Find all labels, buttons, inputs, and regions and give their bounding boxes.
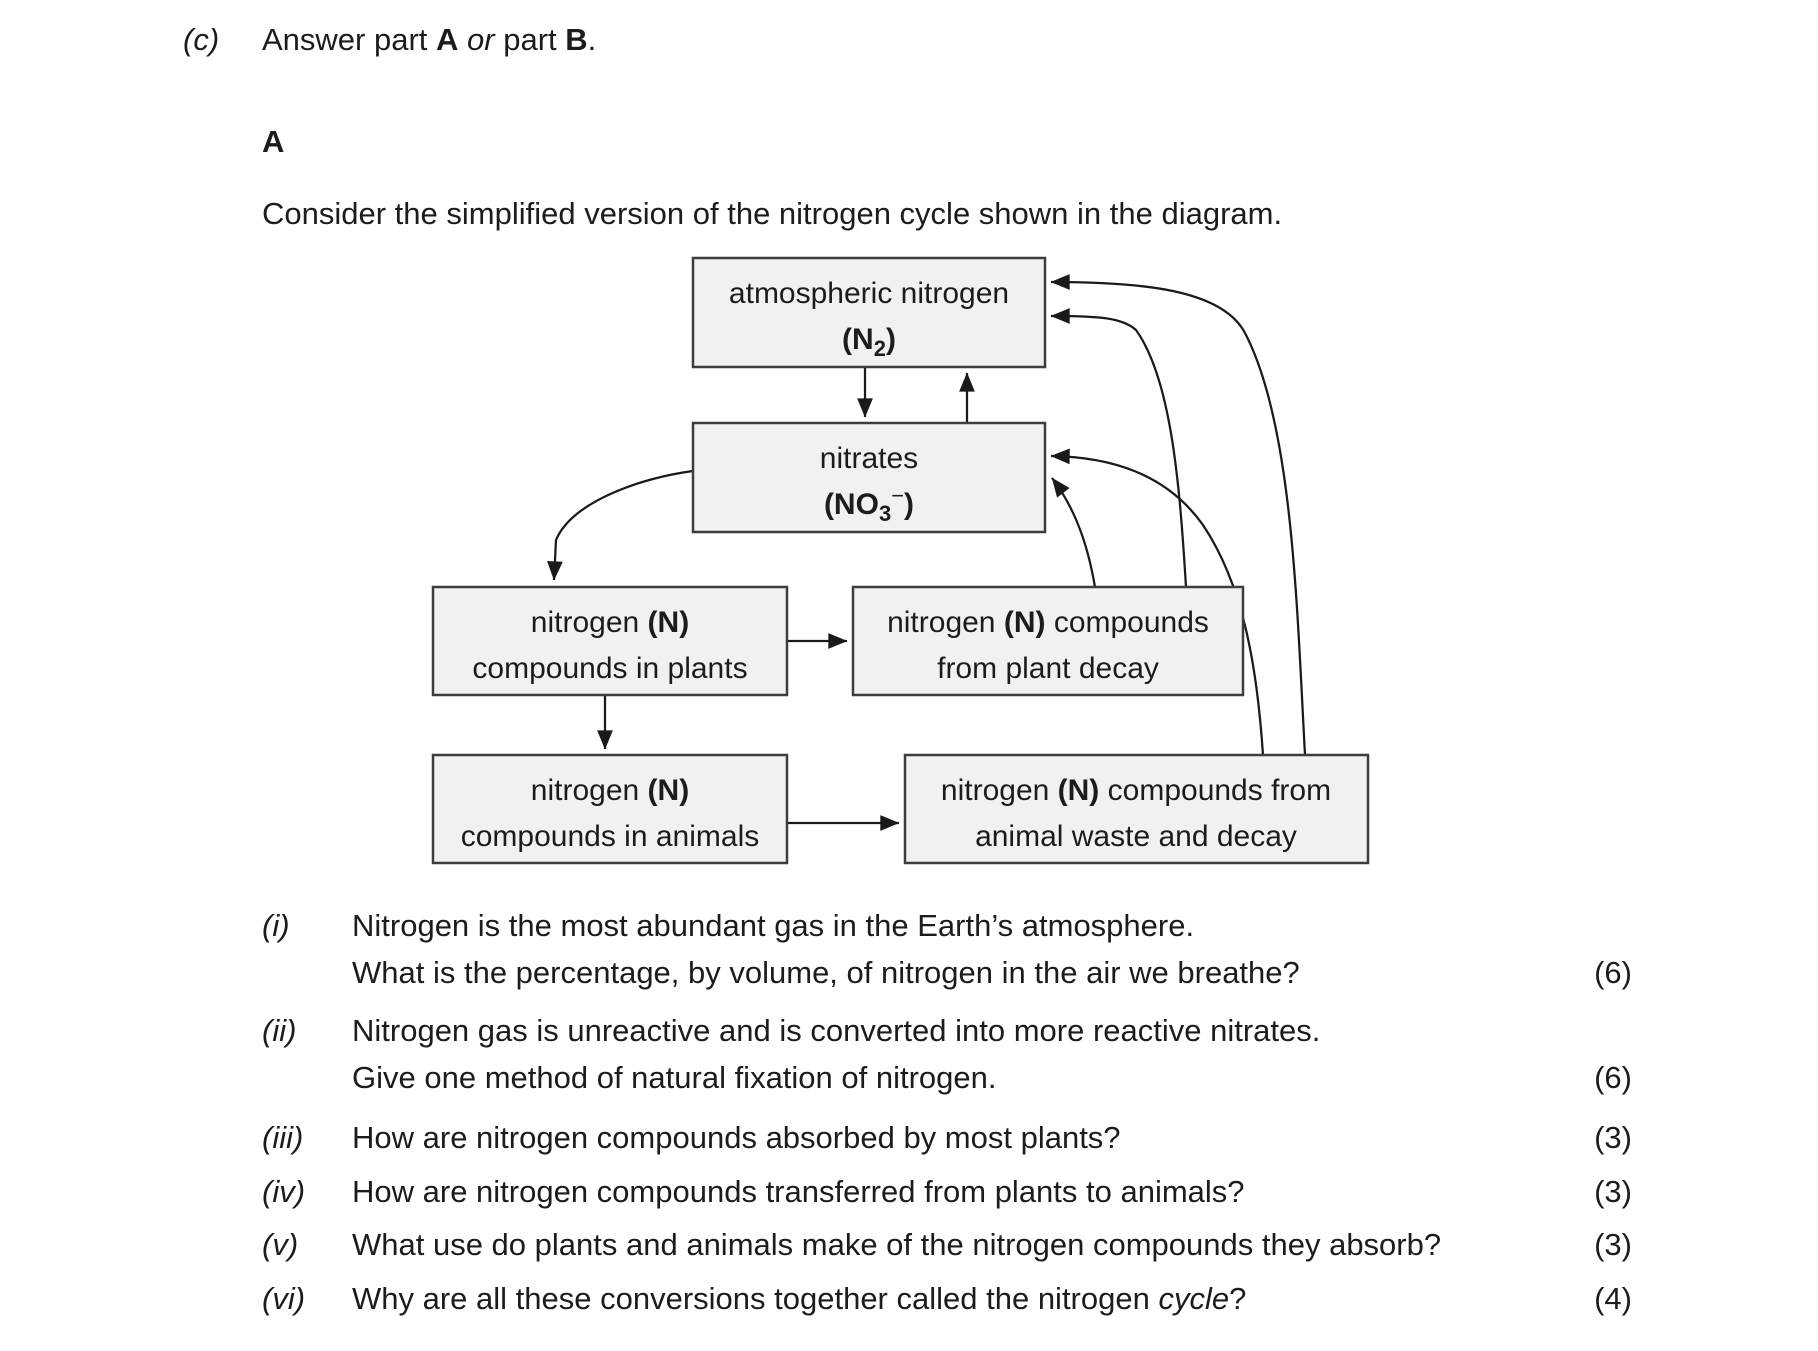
question-v-numeral: (v): [262, 1227, 299, 1262]
section-a-heading: A: [262, 124, 285, 159]
question-i: [262, 902, 1632, 996]
box-nitrogen-compounds-from-animal-waste: [905, 755, 1368, 863]
question-iii-text: How are nitrogen compounds absorbed by most plants?: [352, 1120, 1121, 1155]
box-nitrates: [693, 423, 1045, 532]
arrow-nitrates-to-plants: [554, 471, 693, 580]
box-nitrates-formula: $(NO_3^-)$: [823, 483, 915, 526]
box-nitrogen-compounds-from-plant-decay: [853, 587, 1243, 695]
question-ii-line2: Give one method of natural fixation of nitrogen.: [352, 1060, 997, 1095]
question-iv-marks: (3): [1594, 1174, 1632, 1209]
box-plant-decay-line2: from plant decay: [937, 652, 1159, 685]
question-vi: [262, 1275, 1632, 1322]
nitrogen-cycle-diagram: [400, 240, 1430, 890]
instruction-option-a: A: [436, 22, 459, 57]
box-nitrogen-compounds-in-animals: [433, 755, 787, 863]
box-animal-waste-line1: nitrogen (N) compounds from: [940, 774, 1332, 807]
box-animals-line1: nitrogen (N): [530, 774, 690, 807]
question-ii-marks: (6): [1594, 1060, 1632, 1095]
instruction-end: .: [587, 22, 597, 57]
box-atmospheric-nitrogen-formula: $(N_2)$: [842, 323, 896, 361]
question-iv-numeral: (iv): [262, 1174, 306, 1209]
arrow-plant-decay-to-atmospheric: [1051, 316, 1186, 587]
arrow-plant-decay-to-nitrates: [1052, 478, 1095, 587]
box-nitrogen-compounds-in-plants: [433, 587, 787, 695]
question-iv-text: How are nitrogen compounds transferred from plants to animals?: [352, 1174, 1245, 1209]
box-animals-line2: compounds in animals: [460, 820, 760, 853]
question-v-text: What use do plants and animals make of the nitrogen compounds they absorb?: [352, 1227, 1442, 1262]
instruction-or: or: [467, 22, 495, 57]
question-i-text: [352, 902, 1584, 996]
box-nitrates-line1: nitrates: [819, 442, 919, 475]
question-vi-marks: (4): [1594, 1281, 1632, 1316]
question-v-marks: (3): [1594, 1227, 1632, 1262]
question-ii: [262, 1007, 1632, 1101]
box-plant-decay-line1: nitrogen (N) compounds: [887, 606, 1209, 639]
question-vi-end: ?: [1229, 1281, 1247, 1316]
question-vi-text: [352, 1275, 1584, 1322]
instruction-option-b: B: [565, 22, 588, 57]
question-ii-line1: Nitrogen gas is unreactive and is converted into more reactive nitrates.: [352, 1013, 1321, 1048]
question-iv: [262, 1168, 1632, 1215]
question-vi-cycle-word: cycle: [1158, 1281, 1230, 1316]
instruction-mid1: [458, 22, 467, 57]
intro-sentence: Consider the simplified version of the nitrogen cycle shown in the diagram.: [262, 196, 1283, 231]
instruction-pre: Answer part: [262, 22, 437, 57]
box-atmospheric-nitrogen: [693, 258, 1045, 367]
question-i-line1: Nitrogen is the most abundant gas in the Earth’s atmosphere.: [352, 908, 1195, 943]
part-c-instruction: [262, 16, 596, 63]
instruction-mid2: part: [494, 22, 566, 57]
question-ii-text: [352, 1007, 1584, 1101]
part-c-line: [183, 16, 596, 63]
box-animal-waste-line2: animal waste and decay: [975, 820, 1297, 853]
box-atmospheric-nitrogen-line1: atmospheric nitrogen: [728, 277, 1010, 310]
question-iii: [262, 1114, 1632, 1161]
question-iii-marks: (3): [1594, 1120, 1632, 1155]
question-i-marks: (6): [1594, 955, 1632, 990]
question-i-numeral: (i): [262, 908, 290, 943]
question-iii-numeral: (iii): [262, 1120, 304, 1155]
question-v: [262, 1221, 1632, 1268]
question-ii-numeral: (ii): [262, 1013, 297, 1048]
question-vi-pre: Why are all these conversions together called the nitrogen: [352, 1281, 1159, 1316]
part-c-label: (c): [183, 22, 220, 57]
question-i-line2: What is the percentage, by volume, of nitrogen in the air we breathe?: [352, 955, 1300, 990]
box-plants-line1: nitrogen (N): [530, 606, 690, 639]
question-vi-numeral: (vi): [262, 1281, 306, 1316]
box-plants-line2: compounds in plants: [472, 652, 748, 685]
